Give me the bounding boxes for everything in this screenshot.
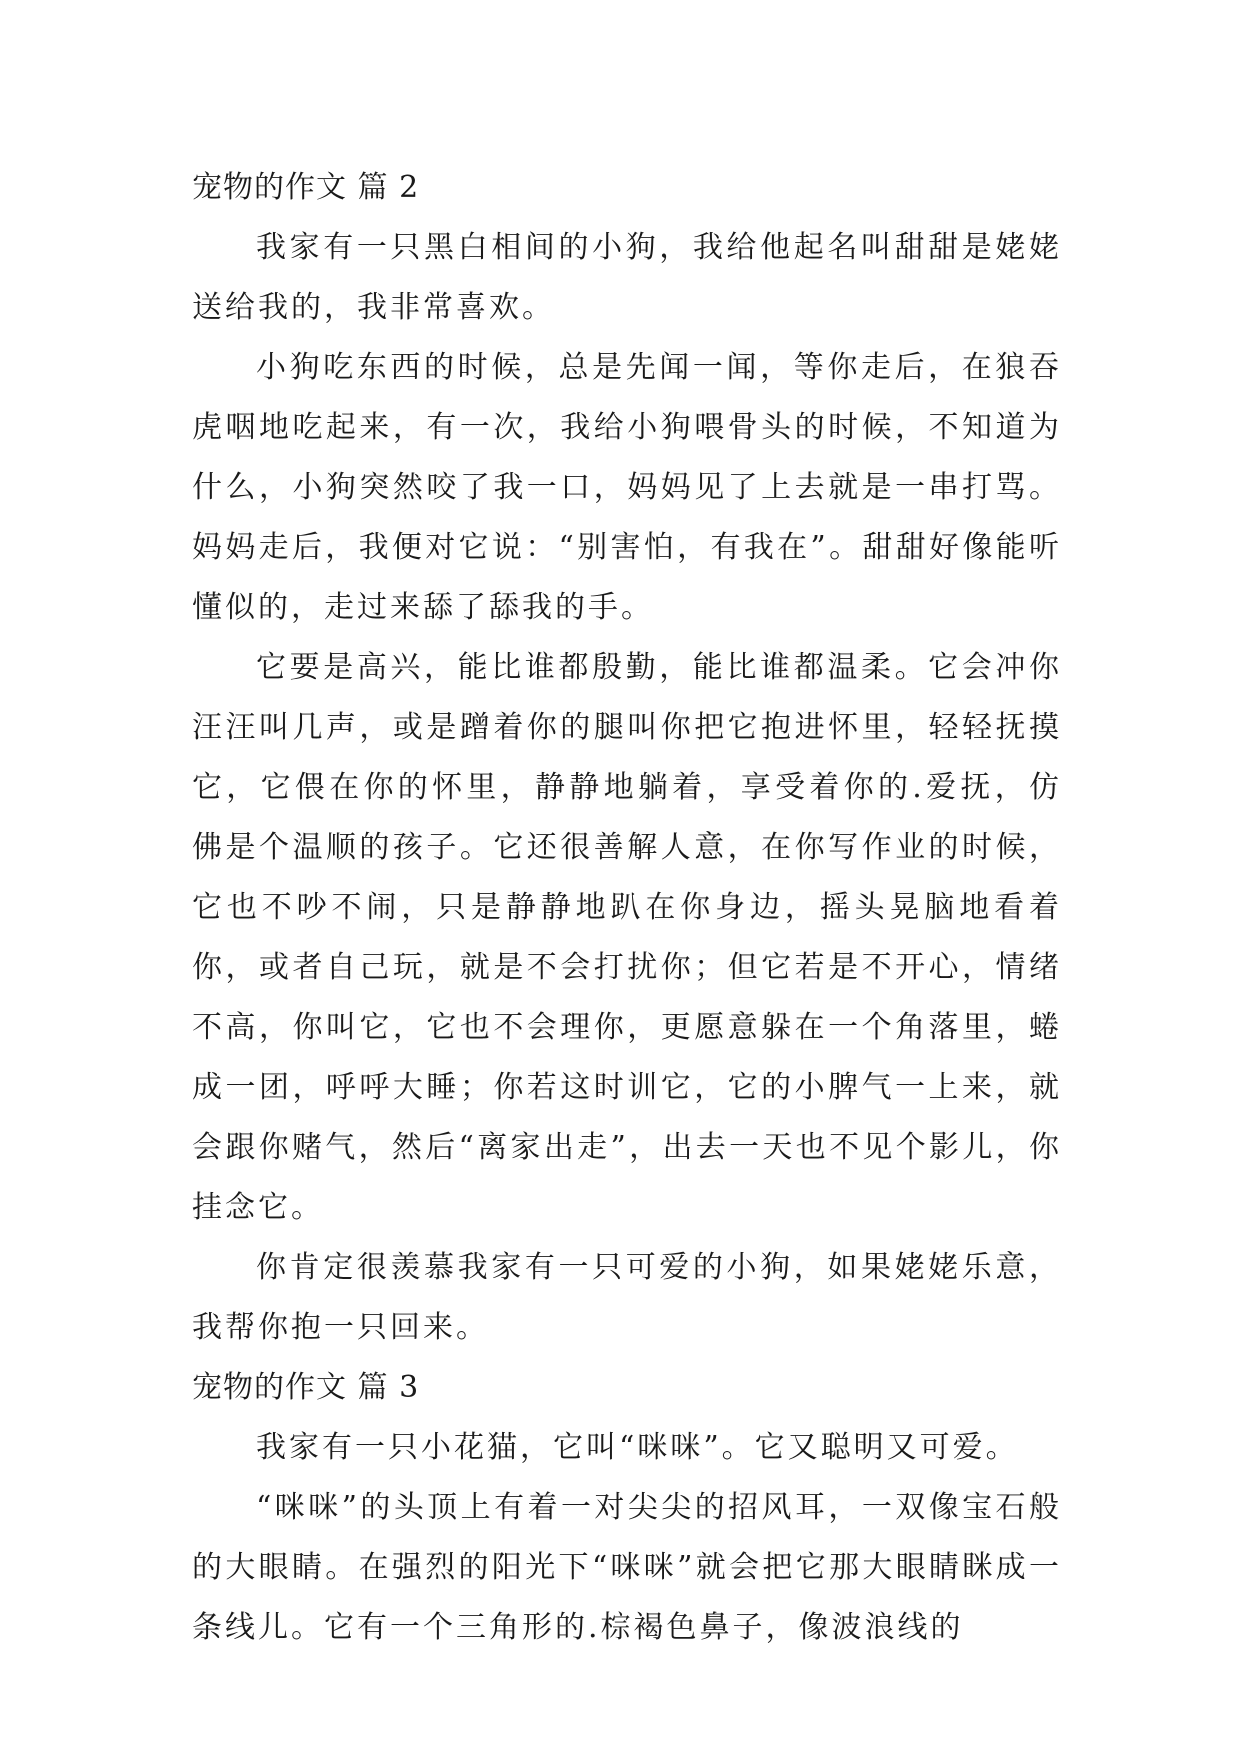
essay-section-2 <box>192 158 1062 1358</box>
document-page <box>192 158 1062 1658</box>
paragraph: 我家有一只黑白相间的小狗，我给他起名叫甜甜是姥姥送给我的，我非常喜欢。 <box>192 230 1062 325</box>
paragraph: 我家有一只小花猫，它叫“咪咪”。它又聪明又可爱。 <box>256 1430 1019 1465</box>
section-title: 宠物的作文 篇 2 <box>192 170 420 205</box>
paragraph: “咪咪”的头顶上有着一对尖尖的招风耳，一双像宝石般的大眼睛。在强烈的阳光下“咪咪”就会把它那大眼睛眯成一条线儿。它有一个三角形的.棕褐色鼻子，像波浪线的 <box>192 1490 1062 1645</box>
paragraph: 它要是高兴，能比谁都殷勤，能比谁都温柔。它会冲你汪汪叫几声，或是蹭着你的腿叫你把它抱进怀里，轻轻抚摸它，它偎在你的怀里，静静地躺着，享受着你的.爱抚，仿佛是个温顺的孩子。它还很善解人意，在你写作业的时候，它也不吵不闹，只是静静地趴在你身边，摇头晃脑地看着你，或者自己玩，就是不会打扰你；但它若是不开心，情绪不高，你叫它，它也不会理你，更愿意躲在一个角落里，蜷成一团，呼呼大睡；你若这时训它，它的小脾气一上来，就会跟你赌气，然后“离家出走”，出去一天也不见个影儿，你挂念它。 <box>192 650 1062 1225</box>
section-title: 宠物的作文 篇 3 <box>192 1370 420 1405</box>
paragraph: 小狗吃东西的时候，总是先闻一闻，等你走后，在狼吞虎咽地吃起来，有一次，我给小狗喂骨头的时候，不知道为什么，小狗突然咬了我一口，妈妈见了上去就是一串打骂。妈妈走后，我便对它说：“别害怕，有我在”。甜甜好像能听懂似的，走过来舔了舔我的手。 <box>192 350 1062 625</box>
paragraph: 你肯定很羡慕我家有一只可爱的小狗，如果姥姥乐意，我帮你抱一只回来。 <box>192 1250 1062 1345</box>
essay-section-3 <box>192 1358 1062 1658</box>
